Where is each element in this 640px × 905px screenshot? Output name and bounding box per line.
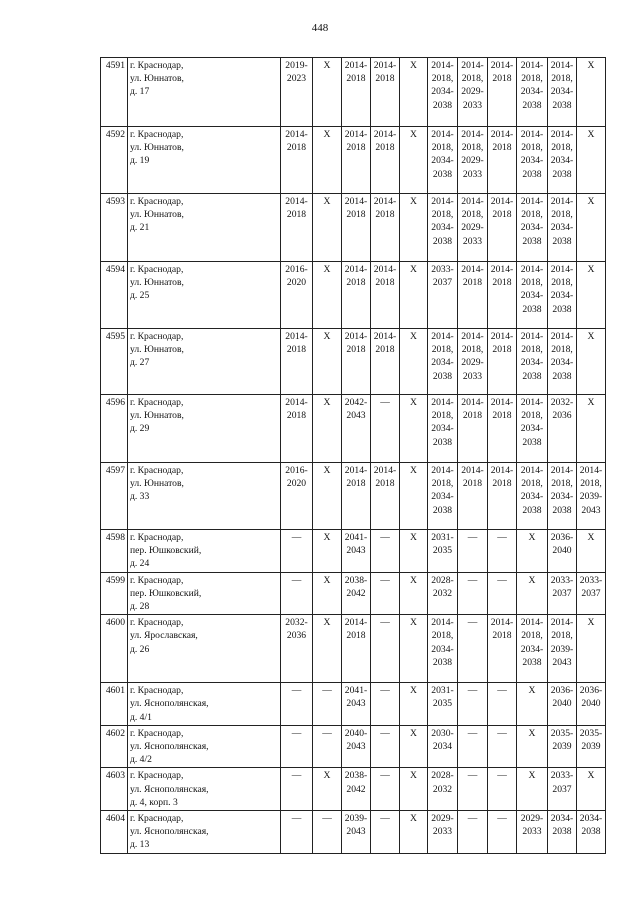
period-cell: X	[313, 615, 342, 683]
period-cell: 2036- 2040	[548, 683, 577, 726]
period-cell: 2014- 2018	[488, 58, 517, 127]
period-cell: X	[400, 194, 428, 262]
period-cell: X	[577, 262, 606, 329]
row-number: 4595	[101, 329, 128, 395]
period-cell: 2019- 2023	[281, 58, 313, 127]
address-cell: г. Краснодар, ул. Ярославская, д. 26	[128, 615, 281, 683]
period-cell: 2014- 2018	[342, 194, 371, 262]
table-row	[101, 572, 606, 615]
period-cell: 2014- 2018, 2029- 2033	[458, 58, 488, 127]
period-cell: —	[313, 725, 342, 768]
period-cell: —	[371, 395, 400, 463]
period-cell: 2014- 2018	[281, 194, 313, 262]
period-cell: X	[577, 194, 606, 262]
period-cell: X	[517, 725, 548, 768]
period-cell: —	[488, 572, 517, 615]
period-cell: —	[281, 572, 313, 615]
period-cell: 2035- 2039	[548, 725, 577, 768]
period-cell: 2014- 2018, 2034- 2038	[548, 58, 577, 127]
period-cell: —	[371, 572, 400, 615]
period-cell: 2039- 2043	[342, 811, 371, 854]
period-cell: 2033- 2037	[548, 572, 577, 615]
period-cell: 2038- 2042	[342, 572, 371, 615]
period-cell: 2014- 2018	[488, 194, 517, 262]
period-cell: —	[281, 530, 313, 573]
period-cell: 2014- 2018, 2034- 2038	[517, 58, 548, 127]
table-row	[101, 262, 606, 329]
period-cell: 2016- 2020	[281, 463, 313, 530]
period-cell: 2014- 2018, 2034- 2038	[517, 262, 548, 329]
period-cell: 2014- 2018	[371, 262, 400, 329]
period-cell: X	[400, 768, 428, 811]
table-row	[101, 683, 606, 726]
table-row	[101, 530, 606, 573]
period-cell: 2014- 2018	[342, 329, 371, 395]
period-cell: 2030- 2034	[428, 725, 458, 768]
period-cell: 2014- 2018	[458, 463, 488, 530]
period-cell: —	[488, 530, 517, 573]
period-cell: 2014- 2018	[281, 395, 313, 463]
address-cell: г. Краснодар, ул. Яснополянская, д. 4, корп. 3	[128, 768, 281, 811]
period-cell: —	[488, 725, 517, 768]
period-cell: X	[400, 395, 428, 463]
period-cell: —	[458, 768, 488, 811]
period-cell: 2014- 2018	[488, 463, 517, 530]
period-cell: X	[400, 615, 428, 683]
period-cell: 2014- 2018, 2029- 2033	[458, 329, 488, 395]
table-row	[101, 615, 606, 683]
address-cell: г. Краснодар, ул. Юннатов, д. 27	[128, 329, 281, 395]
period-cell: 2032- 2036	[281, 615, 313, 683]
period-cell: —	[281, 811, 313, 854]
period-cell: 2014- 2018	[371, 463, 400, 530]
period-cell: 2042- 2043	[342, 395, 371, 463]
row-number: 4602	[101, 725, 128, 768]
period-cell: —	[458, 683, 488, 726]
period-cell: X	[313, 58, 342, 127]
period-cell: 2014- 2018, 2034- 2038	[517, 463, 548, 530]
period-cell: X	[517, 572, 548, 615]
table-row	[101, 725, 606, 768]
table-row	[101, 768, 606, 811]
address-cell: г. Краснодар, ул. Юннатов, д. 21	[128, 194, 281, 262]
period-cell: —	[458, 530, 488, 573]
period-cell: 2014- 2018, 2034- 2038	[548, 329, 577, 395]
period-cell: 2014- 2018	[371, 329, 400, 395]
period-cell: 2031- 2035	[428, 683, 458, 726]
period-cell: X	[517, 768, 548, 811]
period-cell: —	[313, 811, 342, 854]
period-cell: X	[517, 530, 548, 573]
period-cell: 2041- 2043	[342, 530, 371, 573]
period-cell: 2041- 2043	[342, 683, 371, 726]
period-cell: X	[400, 329, 428, 395]
period-cell: 2014- 2018, 2034- 2038	[428, 329, 458, 395]
period-cell: X	[313, 329, 342, 395]
period-cell: X	[577, 615, 606, 683]
row-number: 4591	[101, 58, 128, 127]
period-cell: —	[371, 615, 400, 683]
period-cell: 2014- 2018	[342, 615, 371, 683]
period-cell: 2028- 2032	[428, 768, 458, 811]
period-cell: —	[371, 683, 400, 726]
period-cell: —	[371, 811, 400, 854]
period-cell: X	[313, 463, 342, 530]
period-cell: 2033- 2037	[577, 572, 606, 615]
table-row	[101, 194, 606, 262]
period-cell: 2014- 2018, 2034- 2038	[428, 58, 458, 127]
row-number: 4592	[101, 127, 128, 194]
row-number: 4601	[101, 683, 128, 726]
period-cell: X	[400, 463, 428, 530]
period-cell: X	[313, 572, 342, 615]
period-cell: 2014- 2018	[342, 262, 371, 329]
period-cell: 2014- 2018, 2034- 2038	[517, 194, 548, 262]
period-cell: X	[313, 530, 342, 573]
period-cell: 2014- 2018	[488, 127, 517, 194]
period-cell: 2014- 2018	[488, 615, 517, 683]
period-cell: X	[577, 395, 606, 463]
table-row	[101, 463, 606, 530]
period-cell: X	[313, 768, 342, 811]
period-cell: X	[577, 530, 606, 573]
period-cell: 2033- 2037	[428, 262, 458, 329]
period-cell: —	[488, 811, 517, 854]
period-cell: 2014- 2018, 2034- 2038	[548, 194, 577, 262]
period-cell: 2014- 2018	[281, 127, 313, 194]
address-cell: г. Краснодар, пер. Юшковский, д. 24	[128, 530, 281, 573]
period-cell: —	[281, 725, 313, 768]
period-cell: X	[400, 127, 428, 194]
period-cell: 2034- 2038	[577, 811, 606, 854]
address-cell: г. Краснодар, пер. Юшковский, д. 28	[128, 572, 281, 615]
row-number: 4598	[101, 530, 128, 573]
period-cell: 2014- 2018, 2034- 2038	[428, 127, 458, 194]
period-cell: 2029- 2033	[428, 811, 458, 854]
period-cell: —	[488, 683, 517, 726]
period-cell: —	[371, 725, 400, 768]
period-cell: 2014- 2018, 2034- 2038	[428, 463, 458, 530]
period-cell: 2035- 2039	[577, 725, 606, 768]
period-cell: —	[313, 683, 342, 726]
period-cell: 2014- 2018, 2034- 2038	[548, 262, 577, 329]
period-cell: 2014- 2018	[458, 395, 488, 463]
address-cell: г. Краснодар, ул. Юннатов, д. 29	[128, 395, 281, 463]
row-number: 4593	[101, 194, 128, 262]
table-row	[101, 811, 606, 854]
register-table	[100, 57, 606, 854]
period-cell: X	[313, 262, 342, 329]
period-cell: X	[577, 58, 606, 127]
table-row	[101, 329, 606, 395]
period-cell: 2014- 2018, 2034- 2038	[428, 615, 458, 683]
period-cell: X	[577, 329, 606, 395]
period-cell: 2014- 2018	[371, 194, 400, 262]
period-cell: X	[400, 683, 428, 726]
period-cell: 2014- 2018	[488, 395, 517, 463]
period-cell: 2014- 2018	[342, 58, 371, 127]
period-cell: 2014- 2018, 2029- 2033	[458, 127, 488, 194]
period-cell: 2014- 2018	[371, 58, 400, 127]
period-cell: X	[400, 811, 428, 854]
period-cell: X	[400, 530, 428, 573]
period-cell: 2040- 2043	[342, 725, 371, 768]
address-cell: г. Краснодар, ул. Яснополянская, д. 13	[128, 811, 281, 854]
period-cell: 2036- 2040	[548, 530, 577, 573]
period-cell: X	[577, 768, 606, 811]
period-cell: —	[371, 530, 400, 573]
period-cell: 2014- 2018	[488, 329, 517, 395]
row-number: 4599	[101, 572, 128, 615]
period-cell: 2014- 2018, 2034- 2038	[548, 463, 577, 530]
period-cell: X	[400, 572, 428, 615]
period-cell: 2014- 2018	[458, 262, 488, 329]
period-cell: 2014- 2018, 2034- 2038	[517, 615, 548, 683]
period-cell: 2014- 2018, 2039- 2043	[548, 615, 577, 683]
address-cell: г. Краснодар, ул. Юннатов, д. 33	[128, 463, 281, 530]
period-cell: 2014- 2018	[342, 127, 371, 194]
address-cell: г. Краснодар, ул. Юннатов, д. 17	[128, 58, 281, 127]
period-cell: 2014- 2018, 2029- 2033	[458, 194, 488, 262]
period-cell: —	[458, 725, 488, 768]
period-cell: 2014- 2018	[342, 463, 371, 530]
period-cell: 2014- 2018, 2034- 2038	[548, 127, 577, 194]
address-cell: г. Краснодар, ул. Яснополянская, д. 4/1	[128, 683, 281, 726]
table-row	[101, 58, 606, 127]
row-number: 4604	[101, 811, 128, 854]
period-cell: 2031- 2035	[428, 530, 458, 573]
period-cell: 2028- 2032	[428, 572, 458, 615]
period-cell: X	[313, 127, 342, 194]
period-cell: X	[400, 262, 428, 329]
period-cell: X	[517, 683, 548, 726]
row-number: 4597	[101, 463, 128, 530]
row-number: 4600	[101, 615, 128, 683]
period-cell: 2014- 2018	[371, 127, 400, 194]
period-cell: 2033- 2037	[548, 768, 577, 811]
period-cell: 2014- 2018, 2034- 2038	[428, 194, 458, 262]
period-cell: 2014- 2018, 2034- 2038	[428, 395, 458, 463]
page-number: 448	[311, 22, 329, 34]
address-cell: г. Краснодар, ул. Юннатов, д. 19	[128, 127, 281, 194]
period-cell: 2014- 2018	[488, 262, 517, 329]
row-number: 4594	[101, 262, 128, 329]
period-cell: X	[400, 58, 428, 127]
period-cell: —	[281, 683, 313, 726]
period-cell: 2032- 2036	[548, 395, 577, 463]
period-cell: 2036- 2040	[577, 683, 606, 726]
period-cell: —	[488, 768, 517, 811]
period-cell: 2014- 2018	[281, 329, 313, 395]
table-row	[101, 127, 606, 194]
period-cell: X	[313, 194, 342, 262]
period-cell: X	[400, 725, 428, 768]
period-cell: 2014- 2018, 2039- 2043	[577, 463, 606, 530]
period-cell: 2014- 2018, 2034- 2038	[517, 127, 548, 194]
address-cell: г. Краснодар, ул. Юннатов, д. 25	[128, 262, 281, 329]
period-cell: —	[371, 768, 400, 811]
period-cell: 2014- 2018, 2034- 2038	[517, 329, 548, 395]
table-row	[101, 395, 606, 463]
period-cell: 2014- 2018, 2034- 2038	[517, 395, 548, 463]
row-number: 4596	[101, 395, 128, 463]
period-cell: 2029- 2033	[517, 811, 548, 854]
period-cell: X	[577, 127, 606, 194]
period-cell: 2016- 2020	[281, 262, 313, 329]
period-cell: X	[313, 395, 342, 463]
address-cell: г. Краснодар, ул. Яснополянская, д. 4/2	[128, 725, 281, 768]
period-cell: 2034- 2038	[548, 811, 577, 854]
period-cell: —	[458, 615, 488, 683]
period-cell: —	[458, 811, 488, 854]
period-cell: —	[281, 768, 313, 811]
period-cell: 2038- 2042	[342, 768, 371, 811]
period-cell: —	[458, 572, 488, 615]
row-number: 4603	[101, 768, 128, 811]
